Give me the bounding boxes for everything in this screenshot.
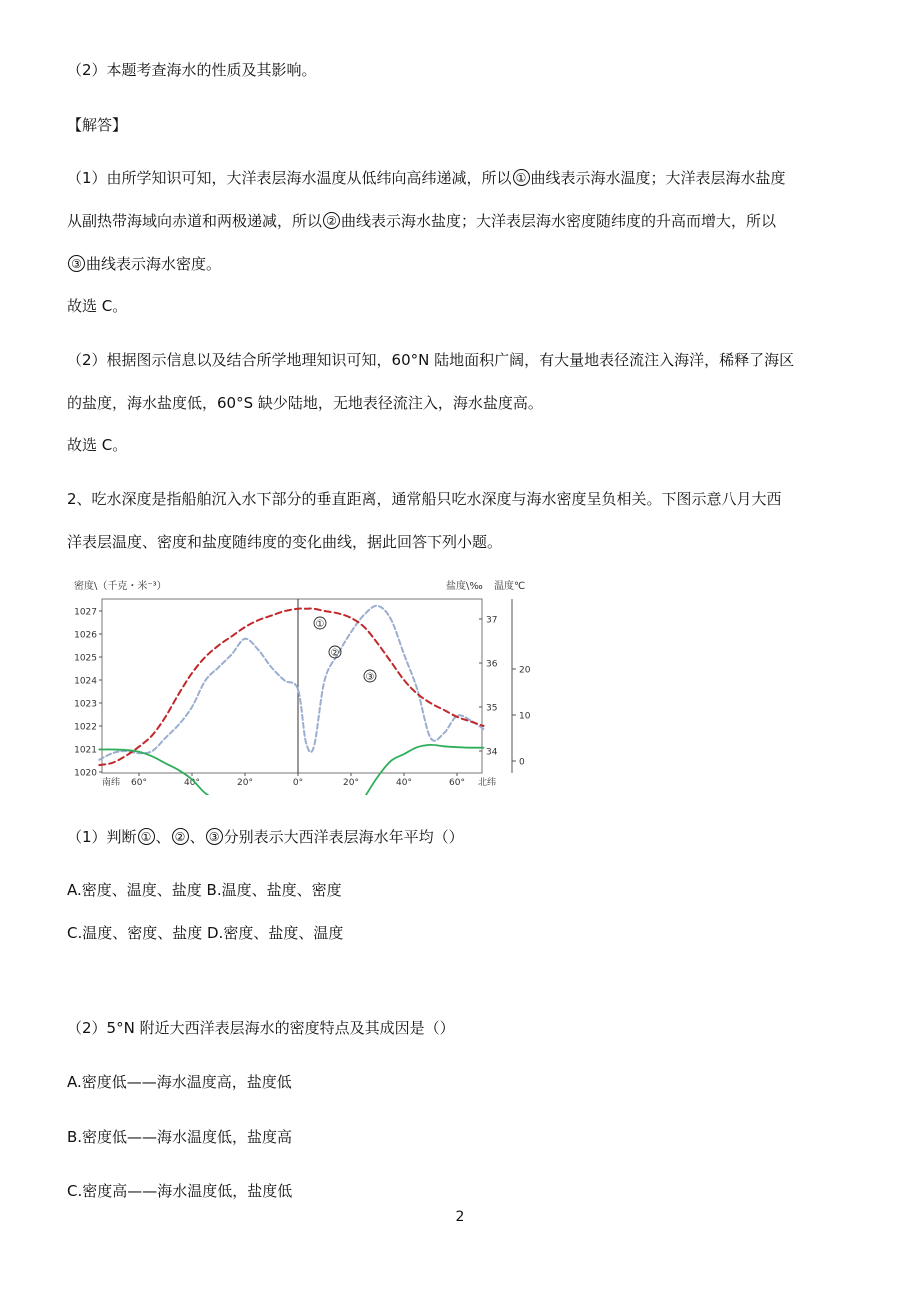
- x-tick-label: 40°: [396, 778, 412, 788]
- salinity-tick-label: 36: [486, 659, 498, 670]
- circle-2: ②: [172, 828, 189, 845]
- atlantic-density-salinity-temperature-chart: [70, 575, 530, 795]
- left-tick-label: 1021: [74, 745, 97, 756]
- question-1-options-ab: A.密度、温度、盐度 B.温度、盐度、密度: [67, 881, 342, 899]
- answer-para-1-line-1: [67, 168, 786, 188]
- curve-label-2: ②: [330, 648, 340, 659]
- text-span: 、: [189, 828, 205, 846]
- salinity-tick-label: 35: [486, 703, 498, 714]
- x-tick-label: 60°: [131, 778, 147, 788]
- circle-1: ①: [513, 169, 530, 186]
- text-span: 分别表示大西洋表层海水年平均（）: [223, 828, 464, 846]
- question-1: [67, 827, 464, 847]
- temperature-series-line: [99, 745, 483, 795]
- answer-para-2-line-2: 的盐度，海水盐度低，60°S 缺少陆地，无地表径流注入，海水盐度高。: [67, 394, 543, 412]
- temperature-tick-label: 10: [519, 711, 530, 722]
- salinity-tick-label: 34: [486, 747, 498, 758]
- question-2-intro-line-1: 2、吃水深度是指船舶沉入水下部分的垂直距离，通常船只吃水深度与海水密度呈负相关。下图示意八月大西: [67, 490, 782, 508]
- text-span: 曲线表示海水密度。: [86, 255, 222, 273]
- answer-para-1-line-2: [67, 211, 776, 231]
- salinity-tick-label: 37: [486, 615, 498, 626]
- salinity-series-line: [99, 606, 483, 760]
- text-span: （1）由所学知识可知，大洋表层海水温度从低纬向高纬递减，所以: [67, 169, 512, 187]
- answer-para-1-line-3: [67, 254, 221, 274]
- temperature-axis-title: 温度℃: [494, 581, 526, 592]
- left-axis-title: 密度\（千克・米⁻³）: [74, 581, 167, 592]
- x-tick-label: 20°: [343, 778, 359, 788]
- left-tick-label: 1027: [74, 607, 97, 618]
- question-2: （2）5°N 附近大西洋表层海水的密度特点及其成因是（）: [67, 1019, 455, 1037]
- answer-choice-1: 故选 C。: [67, 297, 128, 315]
- x-tick-label: 60°: [449, 778, 465, 788]
- x-left-label: 南纬: [102, 778, 121, 788]
- text-span: 、: [155, 828, 171, 846]
- text-span: （1）判断: [67, 828, 137, 846]
- left-tick-label: 1023: [74, 699, 97, 710]
- plot-frame: [102, 599, 482, 773]
- left-tick-label: 1026: [74, 630, 97, 641]
- solution-hint-line: （2）本题考查海水的性质及其影响。: [67, 61, 317, 79]
- question-2-option-a: A.密度低——海水温度高，盐度低: [67, 1073, 292, 1091]
- answer-choice-2: 故选 C。: [67, 436, 128, 454]
- page-number: 2: [455, 1209, 465, 1225]
- circle-3: ③: [68, 255, 85, 272]
- text-span: 曲线表示海水温度；大洋表层海水盐度: [530, 169, 786, 187]
- left-tick-label: 1022: [74, 722, 97, 733]
- question-2-intro-line-2: 洋表层温度、密度和盐度随纬度的变化曲线，据此回答下列小题。: [67, 533, 503, 551]
- circle-3: ③: [206, 828, 223, 845]
- text-span: 曲线表示海水盐度；大洋表层海水密度随纬度的升高而增大，所以: [341, 212, 777, 230]
- curve-label-1: ①: [315, 619, 325, 630]
- salinity-axis-title: 盐度\‰: [446, 581, 483, 592]
- left-tick-label: 1020: [74, 768, 97, 779]
- answer-para-2-line-1: （2）根据图示信息以及结合所学地理知识可知，60°N 陆地面积广阔，有大量地表径流注入海洋，稀释了海区: [67, 351, 795, 369]
- text-span: 从副热带海域向赤道和两极递减，所以: [67, 212, 323, 230]
- question-1-options-cd: C.温度、密度、盐度 D.密度、盐度、温度: [67, 924, 344, 942]
- x-tick-label: 20°: [237, 778, 253, 788]
- x-tick-label: 40°: [184, 778, 200, 788]
- density-series-line: [99, 609, 483, 766]
- left-tick-label: 1024: [74, 676, 97, 687]
- question-2-option-c: C.密度高——海水温度低，盐度低: [67, 1182, 293, 1200]
- x-right-label: 北纬: [478, 778, 497, 788]
- temperature-tick-label: 0: [519, 757, 525, 768]
- x-tick-label: 0°: [292, 778, 304, 788]
- circle-1: ①: [138, 828, 155, 845]
- question-2-option-b: B.密度低——海水温度低，盐度高: [67, 1128, 293, 1146]
- temperature-tick-label: 20: [519, 665, 530, 676]
- answer-heading: 【解答】: [67, 116, 128, 134]
- curve-label-3: ③: [365, 672, 375, 683]
- left-tick-label: 1025: [74, 653, 97, 664]
- circle-2: ②: [323, 212, 340, 229]
